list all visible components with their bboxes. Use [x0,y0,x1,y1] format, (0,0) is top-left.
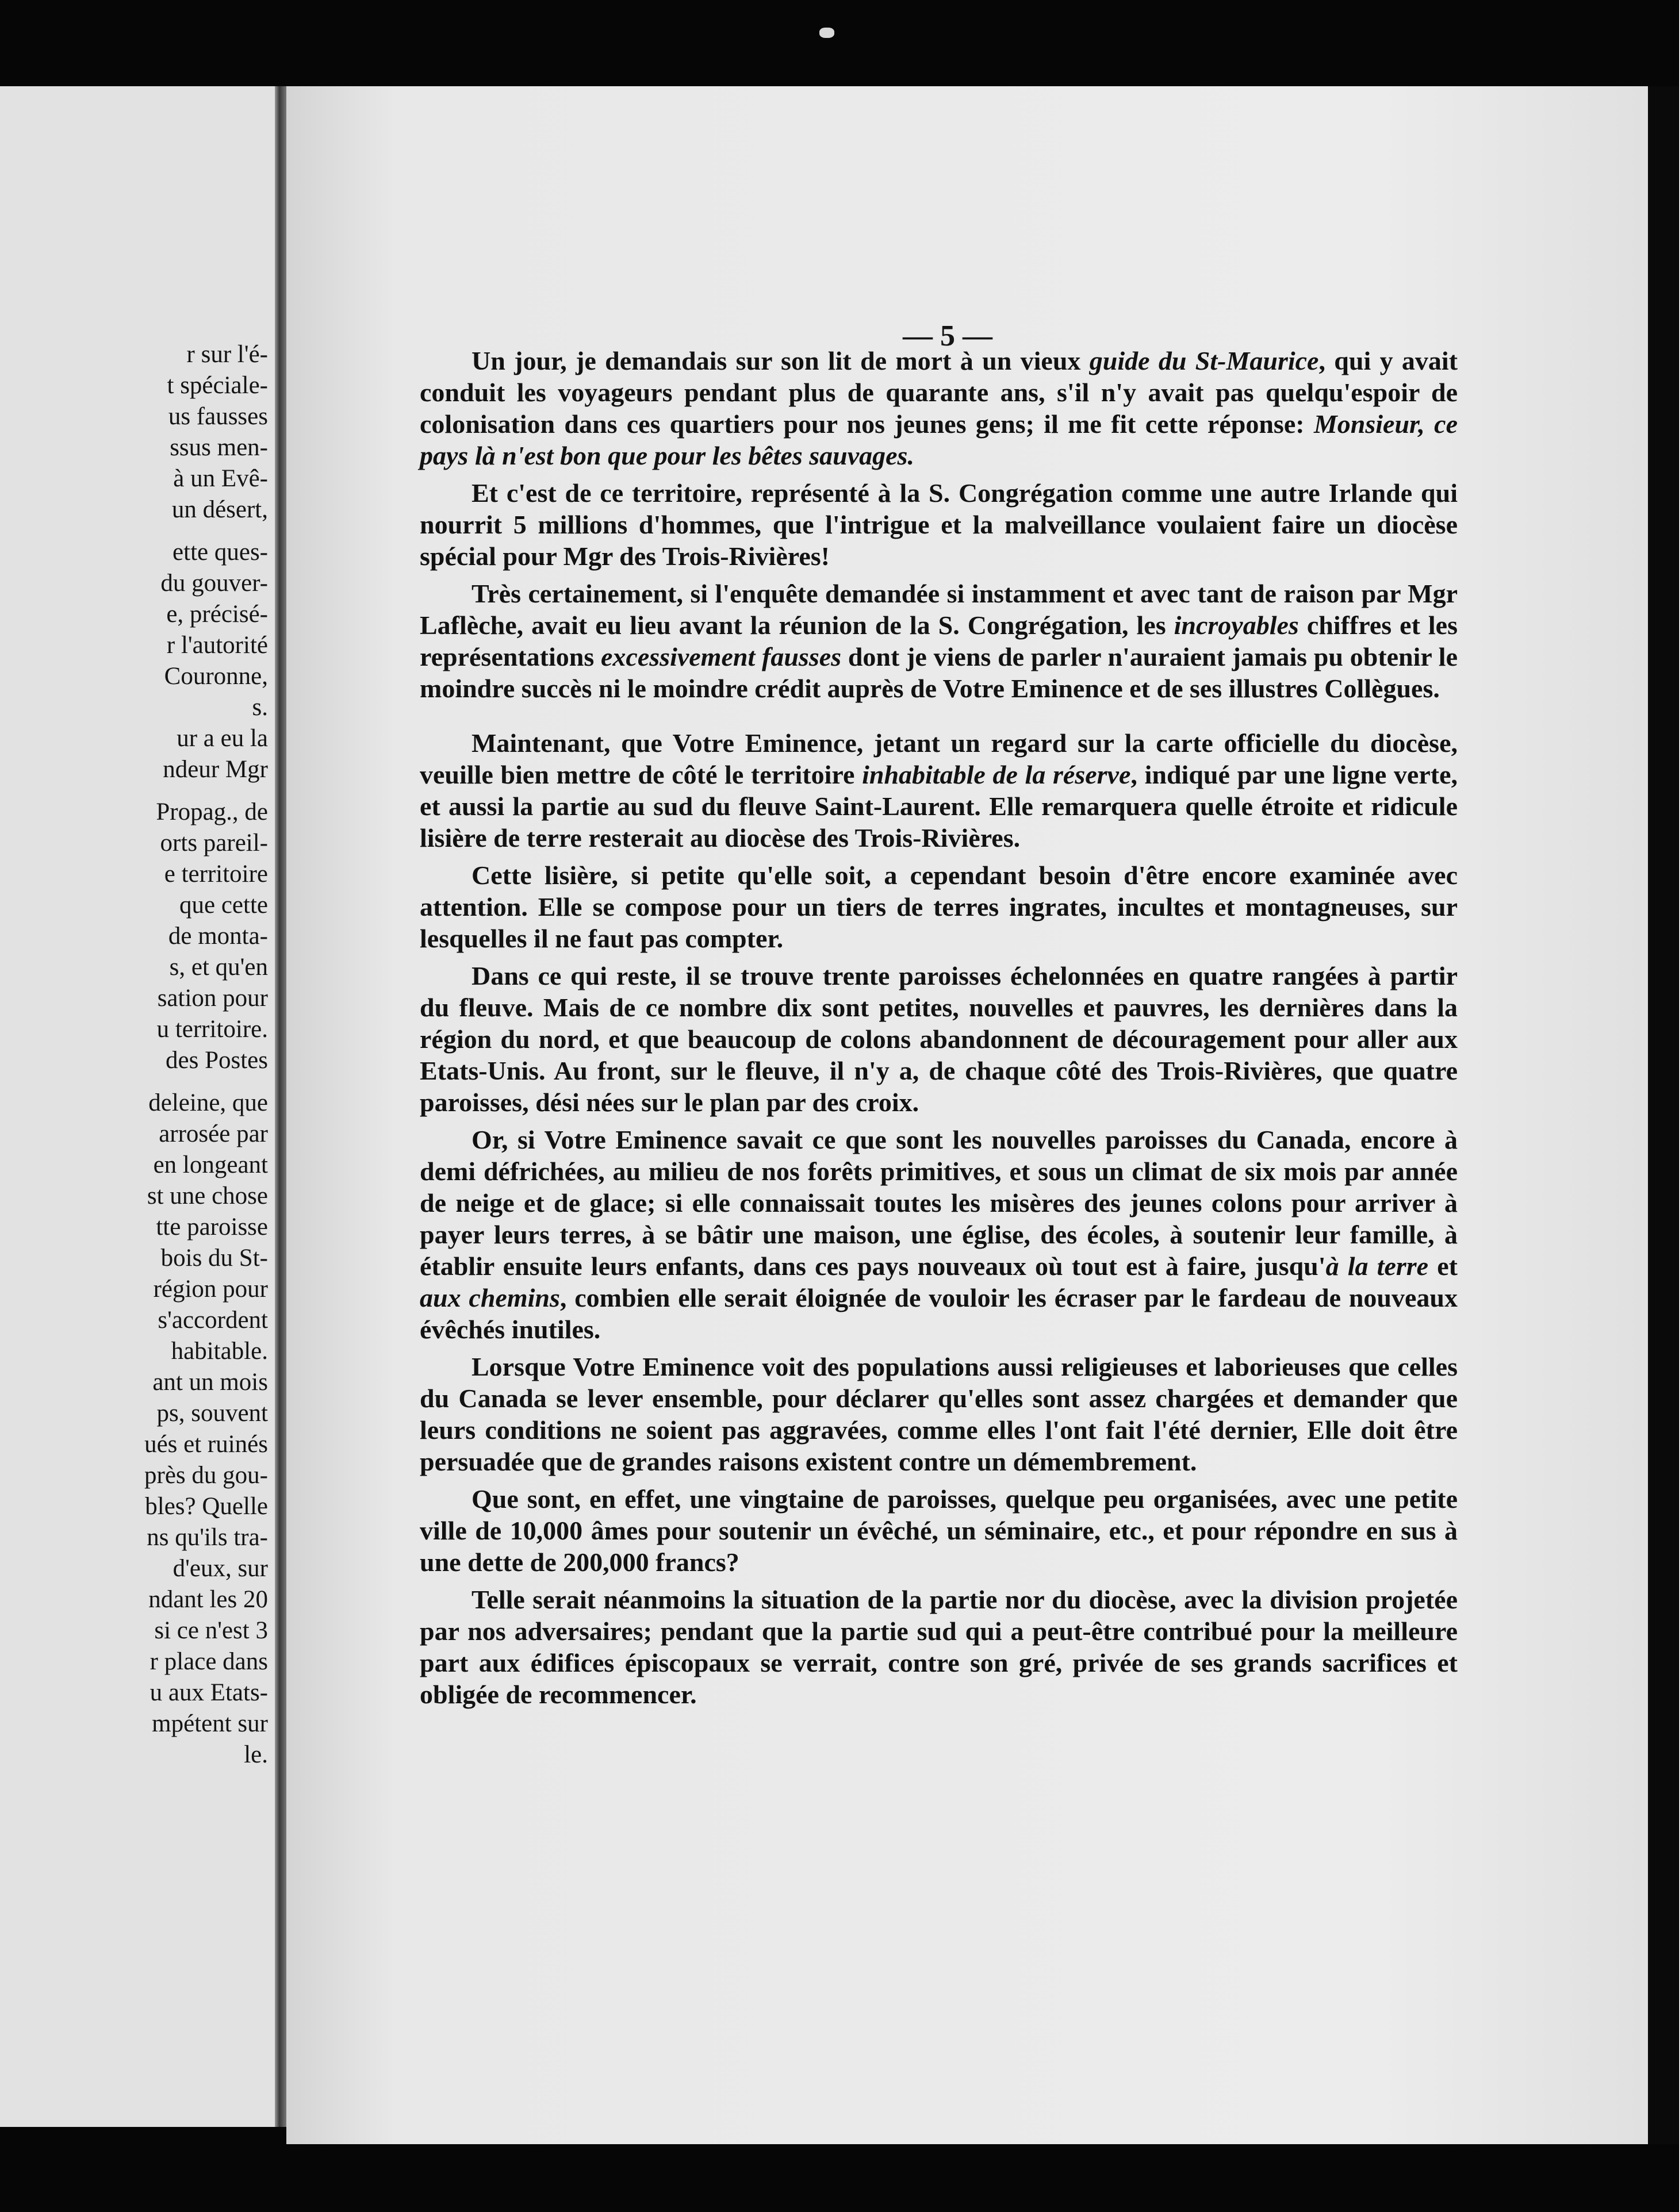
left-page [0,86,275,2127]
paragraph-text: Telle serait néanmoins la situation de la partie nor du diocèse, avec la division projetée par nos adversaires; pendant que la partie sud qui a peut-être contribué pour la meilleure part aux édifices épiscopaux se verrait, contre son gré, privée de ses grands sacrifices et obligée de recommencer. [420,1585,1458,1709]
paragraph [420,1351,1458,1477]
emphasis-text: guide du St-Maurice [1089,346,1319,375]
emphasis-text: incroyables [1174,610,1299,640]
left-page-line: ndeur Mgr [163,756,268,783]
left-page-line: ndant les 20 [148,1586,268,1613]
paragraph-text: Très certainement, si l'enquête demandée si instamment et avec tant de raison par Mgr Laflèche, avait eu lieu avant la réunion de la S. Congrégation, les [420,579,1458,640]
left-page-line: en longeant [153,1151,268,1178]
paragraph [420,1124,1458,1345]
body-text [420,345,1458,1716]
left-page-line: ns qu'ils tra- [147,1524,268,1551]
left-page-line: s, et qu'en [169,954,268,981]
paragraph [420,859,1458,954]
left-page-line: sation pour [157,985,268,1012]
left-page-line: ssus men- [170,434,268,461]
left-page-line: st une chose [147,1182,268,1209]
paragraph [420,1584,1458,1710]
left-page-line: des Postes [166,1047,268,1074]
paragraph [420,477,1458,572]
paragraph [420,960,1458,1118]
paragraph-text: Que sont, en effet, une vingtaine de paroisses, quelque peu organisées, avec une petite ville de 10,000 âmes pour soutenir un évêché, un séminaire, etc., et pour répondre en sus à une dette de 200,000 francs? [420,1484,1458,1577]
right-page [286,86,1648,2144]
left-page-line: un désert, [171,496,268,523]
left-page-line: u aux Etats- [150,1679,268,1706]
left-page-column [0,339,270,1771]
left-page-line: e territoire [164,861,268,888]
left-page-line: ette ques- [172,539,268,566]
left-page-line: ués et ruinés [144,1431,268,1458]
left-page-line: le. [244,1741,268,1768]
paragraph-text: chiffres et les représentations [420,610,1458,671]
emphasis-text: Monsieur, ce pays là n'est bon que pour les bêtes sauvages. [420,409,1458,470]
emphasis-text: excessivement fausses [601,642,842,671]
paragraph [420,1483,1458,1578]
left-page-line: du gouver- [160,570,268,597]
left-page-line [0,785,270,797]
left-page-line: tte paroisse [156,1213,268,1241]
left-page-line: orts pareil- [160,830,268,857]
left-page-line: habitable. [171,1338,268,1365]
paragraph-text: Lorsque Votre Eminence voit des populations aussi religieuses et laborieuses que celles du Canada se lever ensemble, pour déclarer qu'elles sont assez chargées et demander que leurs conditions ne soient pas aggravées, comme elles l'ont fait l'été dernier, Elle doit être persuadée que de grandes raisons existent contre un démembrement. [420,1352,1458,1476]
left-page-line: Couronne, [164,663,268,690]
emphasis-text: à la terre [1325,1251,1429,1281]
emphasis-text: inhabitable de la réserve [862,760,1131,789]
paragraph-text: , indiqué par une ligne verte, et aussi la partie au sud du fleuve Saint-Laurent. Elle remarquera quelle étroite et ridicule lisière de terre resterait au diocèse des Trois-Rivières. [420,760,1458,852]
paragraph-text: dont je viens de parler n'auraient jamais pu obtenir le moindre succès ni le moindre crédit auprès de Votre Eminence et de ses illustres Collègues. [420,642,1458,703]
emphasis-text: aux chemins [420,1283,560,1312]
paragraph-text: Or, si Votre Eminence savait ce que sont les nouvelles paroisses du Canada, encore à demi défrichées, au milieu de nos forêts primitives, et sous un climat de six mois par année de neige et de glace; si elle connaissait toutes les misères des jeunes colons pour arriver à payer leurs terres, à se bâtir une maison, une église, des écoles, à soutenir leur famille, à établir ensuite leurs enfants, dans ces pays nouveaux où tout est à faire, jusqu' [420,1125,1458,1281]
left-page-line: r place dans [150,1648,268,1675]
paragraph-text: et [1428,1251,1458,1281]
left-page-line: Propag., de [156,798,268,825]
page-number: — 5 — [903,320,992,352]
paragraph-text: , combien elle serait éloignée de vouloir les écraser par le fardeau de nouveaux évêchés inutiles. [420,1283,1458,1344]
left-page-line [0,525,270,537]
left-page-line: arrosée par [159,1120,268,1147]
left-page-line: s. [252,694,268,721]
left-page-line: ant un mois [152,1369,268,1396]
left-page-line: bles? Quelle [145,1493,268,1520]
scan-speck [819,28,834,38]
paragraph-text: Un jour, je demandais sur son lit de mort à un vieux [471,346,1090,375]
left-page-line: us fausses [168,403,268,430]
paragraph-text: , qui y avait conduit les voyageurs pendant plus de quarante ans, s'il n'y avait pas quelqu'espoir de colonisation dans ces quartiers pour nos jeunes gens; il me fit cette réponse: [420,346,1458,439]
paragraph-text: Maintenant, que Votre Eminence, jetant un regard sur la carte officielle du diocèse, veuille bien mettre de côté le territoire [420,728,1458,789]
left-page-line: près du gou- [144,1462,268,1489]
left-page-line: d'eux, sur [172,1555,268,1582]
left-page-line: r l'autorité [166,632,268,659]
left-page-line: ps, souvent [156,1400,268,1427]
left-page-line: e, précisé- [166,601,268,628]
left-page-line: si ce n'est 3 [154,1617,268,1644]
paragraph-text: Cette lisière, si petite qu'elle soit, a cependant besoin d'être encore examinée avec attention. Elle se compose pour un tiers de terres ingrates, incultes et montagneuses, sur lesquelles il ne faut pas compter. [420,861,1458,953]
left-page-line: r sur l'é- [186,341,268,368]
paragraph [420,727,1458,854]
left-page-line: de monta- [168,923,268,950]
scan-border [1648,86,1679,2144]
left-page-line: ur a eu la [177,725,268,752]
left-page-line: deleine, que [148,1089,268,1116]
left-page-line: bois du St- [160,1245,268,1272]
left-page-line: s'accordent [158,1307,268,1334]
paragraph-text: Dans ce qui reste, il se trouve trente paroisses échelonnées en quatre rangées à partir du fleuve. Mais de ce nombre dix sont petites, nouvelles et pauvres, les dernières dans la région du nord, et que beaucoup de colons abandonnent de découragement pour aller aux Etats-Unis. Au front, sur le fleuve, il n'y a, de chaque côté des Trois-Rivières, que quatre paroisses, dési nées sur le plan par des croix. [420,961,1458,1117]
left-page-line: à un Evê- [173,465,268,492]
left-page-line: mpétent sur [152,1710,268,1737]
paragraph [420,345,1458,471]
left-page-line: que cette [179,892,268,919]
left-page-line [0,1076,270,1088]
left-page-line: région pour [153,1276,268,1303]
book-gutter [275,86,286,2127]
paragraph-text: Et c'est de ce territoire, représenté à la S. Congrégation comme une autre Irlande qui nourrit 5 millions d'hommes, que l'intrigue et la malveillance voulaient faire un diocèse spécial pour Mgr des Trois-Rivières! [420,478,1458,571]
left-page-line: t spéciale- [167,372,268,399]
paragraph [420,578,1458,704]
left-page-line: u territoire. [156,1016,268,1043]
